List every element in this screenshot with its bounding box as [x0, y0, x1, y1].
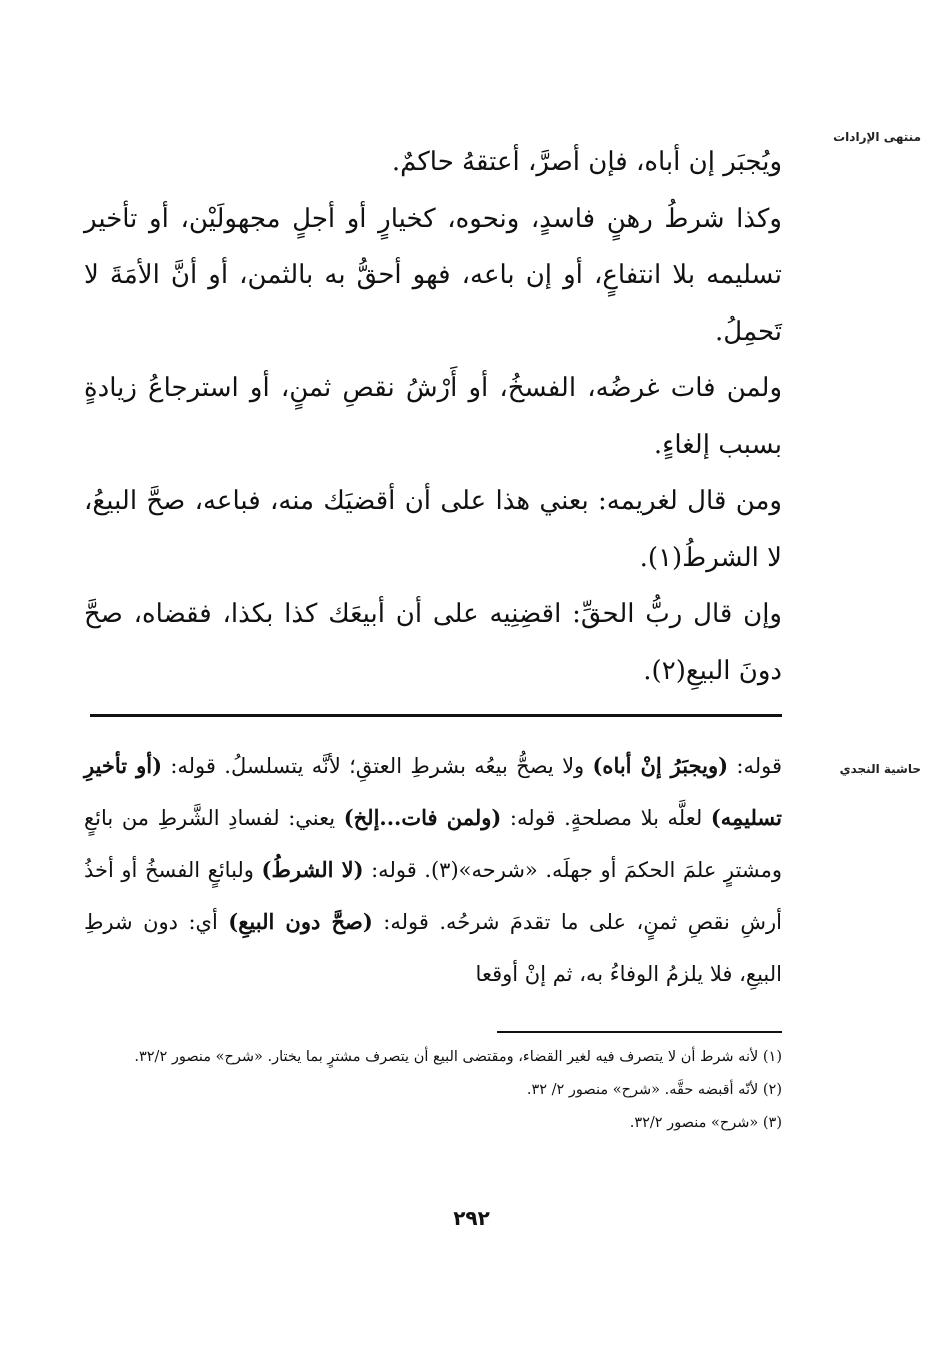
commentary-segment: ولا يصحُّ بيعُه بشرطِ العتقِ؛ لأنَّه يتسلسلُ. قوله:: [162, 754, 593, 778]
commentary-quote: (ويجبَرُ إنْ أباه): [592, 753, 729, 778]
commentary-segment: ولبائعٍ الفسخُ أو أخذُ أرشِ نقصِ ثمنٍ، على ما تقدمَ شرحُه. قوله:: [84, 858, 782, 934]
commentary-segment: قوله:: [728, 754, 783, 778]
commentary-segment: لعلَّه بلا مصلحةٍ. قوله:: [501, 806, 711, 830]
commentary-label: حاشية النجدي: [839, 762, 921, 776]
footnote-2: (٢) لأنّه أقبضه حقَّه. «شرح» منصور ٢/ ٣٢.: [526, 1082, 782, 1098]
main-divider: [90, 714, 782, 717]
commentary-quote: (ولمن فات...إلخ): [343, 805, 502, 830]
main-paragraph-4: ومن قال لغريمه: بعني هذا على أن أقضيَك منه، فباعه، صحَّ البيعُ، لا الشرطُ(١).: [84, 486, 782, 573]
footnote-3: (٣) «شرح» منصور ٣٢/٢.: [629, 1115, 782, 1131]
footnote-1: (١) لأنه شرط أن لا يتصرف فيه لغير القضاء، ومقتضى البيع أن يتصرف مشترٍ بما يختار. «شرح» منصور ٣٢/٢.: [134, 1049, 782, 1065]
main-text: [84, 134, 782, 699]
footnotes: [84, 1044, 782, 1143]
commentary-quote: (صحَّ دون البيعِ): [228, 909, 373, 934]
commentary-quote: (لا الشرطُ): [261, 857, 364, 882]
header-book-title: منتهى الإرادات: [833, 130, 921, 144]
main-paragraph-5: وإن قال ربُّ الحقِّ: اقضِنِيه على أن أبيعَك كذا بكذا، فقضاه، صحَّ دونَ البيعِ(٢).: [84, 599, 782, 686]
page-number: ٢٩٢: [453, 1206, 490, 1230]
main-paragraph-3: ولمن فات غرضُه، الفسخُ، أو أَرْشُ نقصِ ثمنٍ، أو استرجاعُ زيادةٍ بسبب إلغاءٍ.: [84, 373, 782, 460]
main-paragraph-2: وكذا شرطُ رهنٍ فاسدٍ، ونحوه، كخيارٍ أو أجلٍ مجهولَيْن، أو تأخير تسليمه بلا انتفاعٍ، أو إن باعه، فهو أحقُّ به بالثمن، أو أنَّ الأمَةَ لا تَحمِلُ.: [84, 203, 782, 347]
footnote-divider: [497, 1031, 782, 1033]
commentary-text: [84, 740, 782, 1000]
commentary-quote: (أو تأخيرِ تسليمِه): [84, 753, 783, 830]
commentary-segment: يعني: لفسادِ الشَّرطِ من بائعٍ ومشترٍ علمَ الحكمَ أو جهلَه. «شرحه»(٣). قوله:: [84, 806, 782, 882]
commentary-segment: أي: دون شرطِ البيعِ، فلا يلزمُ الوفاءُ به، ثم إنْ أوقعا: [84, 910, 782, 986]
commentary-paragraph: [84, 740, 782, 1000]
main-paragraph-1: ويُجبَر إن أباه، فإن أصرَّ، أعتقهُ حاكمٌ.: [391, 147, 782, 177]
